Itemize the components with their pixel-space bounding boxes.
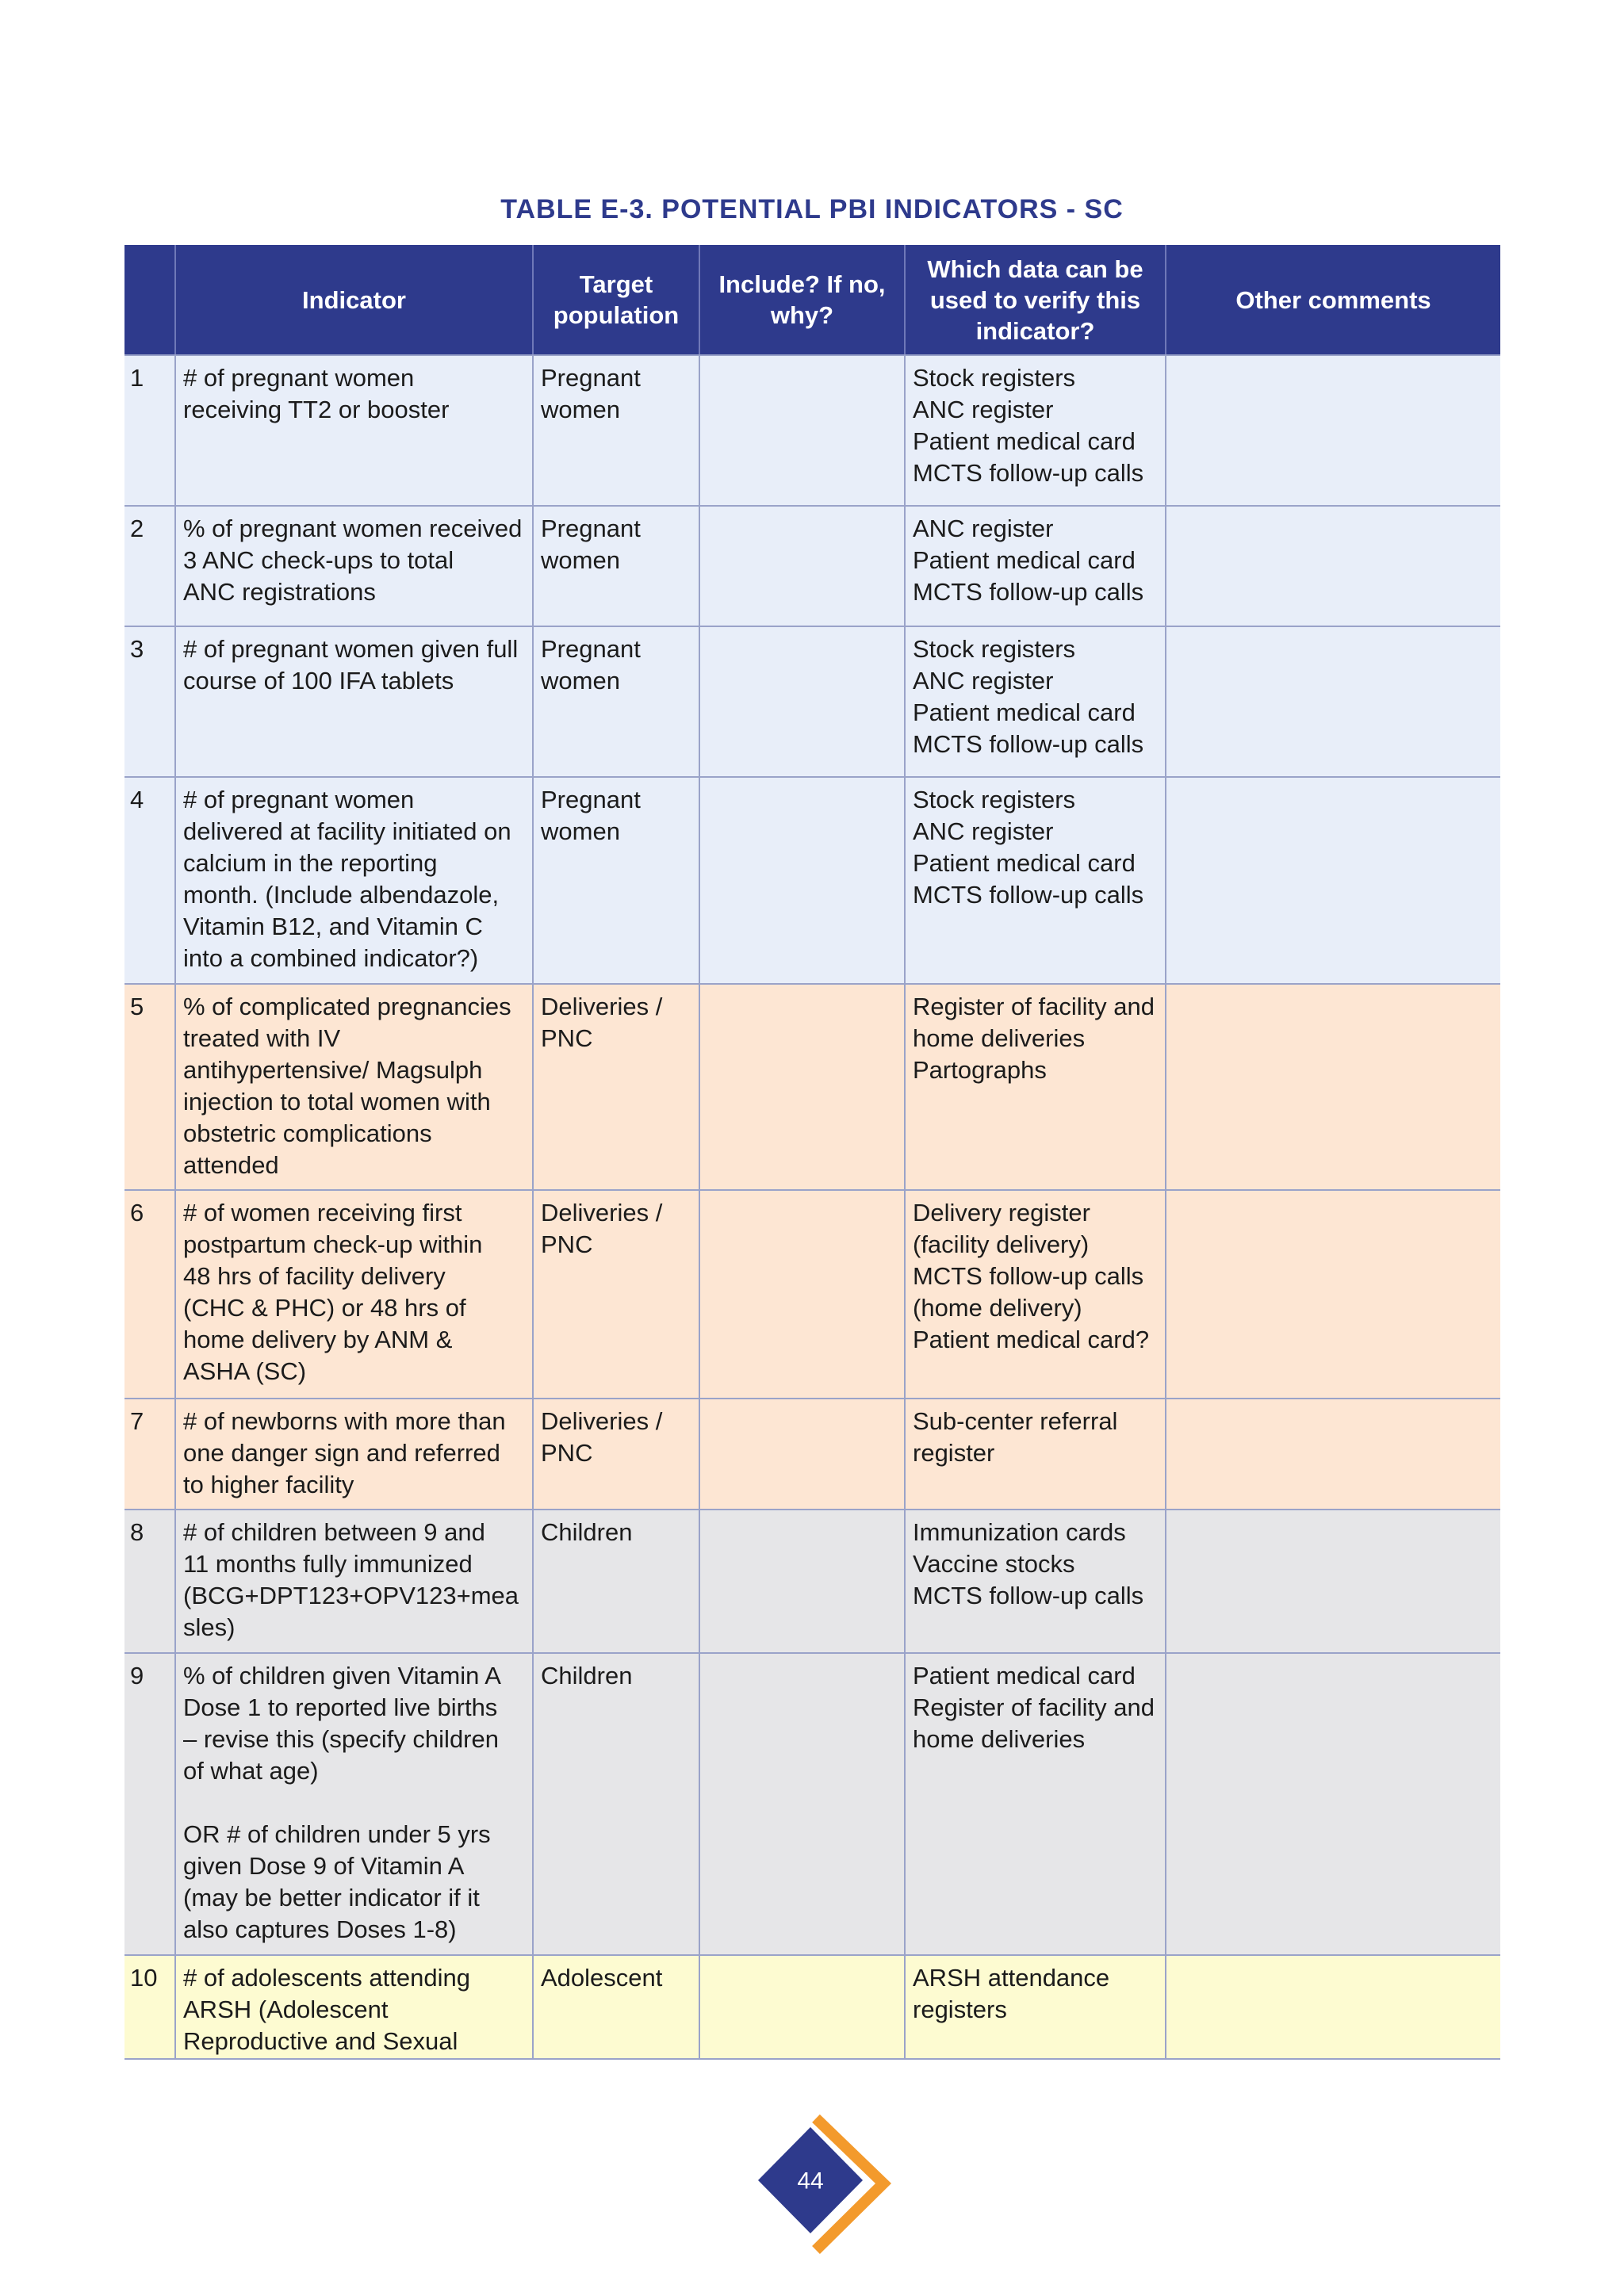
include-cell [700,627,906,776]
other-comments-cell [1166,1956,1500,2058]
header-verification-data-label: Which data can be used to verify this indicator? [927,254,1143,345]
indicator-cell: # of pregnant women receiving TT2 or booster [176,356,534,505]
table-body [124,356,1500,2060]
target-population-cell: Pregnant women [534,778,700,983]
table-row [124,985,1500,1191]
other-comments-cell [1166,356,1500,505]
verification-data-cell: Immunization cards Vaccine stocks MCTS follow-up calls [906,1510,1166,1652]
row-number-cell: 8 [124,1510,176,1652]
table-row [124,778,1500,985]
include-cell [700,1191,906,1398]
indicator-cell: % of children given Vitamin A Dose 1 to reported live births – revise this (specify children of what age) OR # of children under 5 yrs given Dose 9 of Vitamin A (may be better indicator if it also captures Doses 1-8) [176,1654,534,1954]
indicator-cell: # of pregnant women delivered at facility initiated on calcium in the reporting month. (Include albendazole, Vitamin B12, and Vitamin C into a combined indicator?) [176,778,534,983]
other-comments-cell [1166,627,1500,776]
header-include-label: Include? If no, why? [718,270,886,329]
other-comments-cell [1166,507,1500,626]
header-verification-data [906,245,1166,354]
indicators-table [124,245,1500,2060]
row-number-cell: 9 [124,1654,176,1954]
table-row [124,1654,1500,1956]
target-population-cell: Children [534,1654,700,1954]
header-other-comments-label: Other comments [1235,285,1431,314]
verification-data-cell: Register of facility and home deliveries Partographs [906,985,1166,1189]
include-cell [700,778,906,983]
page-number: 44 [797,2168,824,2195]
verification-data-cell: Patient medical card Register of facility and home deliveries [906,1654,1166,1954]
verification-data-cell: ANC register Patient medical card MCTS follow-up calls [906,507,1166,626]
header-other-comments [1166,245,1500,354]
indicator-cell: # of adolescents attending ARSH (Adolescent Reproductive and Sexual [176,1956,534,2058]
row-number-cell: 1 [124,356,176,505]
target-population-cell: Adolescent [534,1956,700,2058]
indicator-cell: % of complicated pregnancies treated with IV antihypertensive/ Magsulph injection to total women with obstetric complications attended [176,985,534,1189]
target-population-cell: Pregnant women [534,627,700,776]
row-number-cell: 2 [124,507,176,626]
other-comments-cell [1166,1191,1500,1398]
table-row [124,1956,1500,2060]
indicator-cell: % of pregnant women received 3 ANC check-ups to total ANC registrations [176,507,534,626]
verification-data-cell: Sub-center referral register [906,1399,1166,1509]
header-include [700,245,906,354]
include-cell [700,1510,906,1652]
row-number-cell: 6 [124,1191,176,1398]
table-row [124,507,1500,627]
other-comments-cell [1166,1654,1500,1954]
verification-data-cell: Stock registers ANC register Patient medical card MCTS follow-up calls [906,627,1166,776]
table-row [124,1191,1500,1399]
page-number-badge [745,2101,896,2267]
include-cell [700,1654,906,1954]
verification-data-cell: ARSH attendance registers [906,1956,1166,2058]
row-number-cell: 7 [124,1399,176,1509]
table-row [124,356,1500,507]
include-cell [700,1399,906,1509]
other-comments-cell [1166,778,1500,983]
row-number-cell: 5 [124,985,176,1189]
table-row [124,1510,1500,1654]
row-number-cell: 3 [124,627,176,776]
indicator-cell: # of children between 9 and 11 months fully immunized (BCG+DPT123+OPV123+mea sles) [176,1510,534,1652]
row-number-cell: 10 [124,1956,176,2058]
verification-data-cell: Stock registers ANC register Patient medical card MCTS follow-up calls [906,356,1166,505]
target-population-cell: Children [534,1510,700,1652]
target-population-cell: Deliveries / PNC [534,1191,700,1398]
header-indicator-label: Indicator [302,285,406,314]
indicator-cell: # of women receiving first postpartum check-up within 48 hrs of facility delivery (CHC & PHC) or 48 hrs of home delivery by ANM & ASHA (SC) [176,1191,534,1398]
table-header-row [124,245,1500,356]
header-indicator [176,245,534,354]
target-population-cell: Pregnant women [534,507,700,626]
other-comments-cell [1166,1510,1500,1652]
table-row [124,1399,1500,1510]
header-target-population [534,245,700,354]
table-row [124,627,1500,778]
target-population-cell: Pregnant women [534,356,700,505]
target-population-cell: Deliveries / PNC [534,985,700,1189]
indicator-cell: # of newborns with more than one danger sign and referred to higher facility [176,1399,534,1509]
indicator-cell: # of pregnant women given full course of 100 IFA tablets [176,627,534,776]
header-target-population-label: Target population [553,270,680,329]
include-cell [700,1956,906,2058]
include-cell [700,507,906,626]
header-number [124,245,176,354]
table-title: TABLE E-3. POTENTIAL PBI INDICATORS - SC [500,194,1124,224]
other-comments-cell [1166,1399,1500,1509]
verification-data-cell: Stock registers ANC register Patient medical card MCTS follow-up calls [906,778,1166,983]
verification-data-cell: Delivery register (facility delivery) MCTS follow-up calls (home delivery) Patient medical card? [906,1191,1166,1398]
include-cell [700,356,906,505]
other-comments-cell [1166,985,1500,1189]
target-population-cell: Deliveries / PNC [534,1399,700,1509]
include-cell [700,985,906,1189]
row-number-cell: 4 [124,778,176,983]
